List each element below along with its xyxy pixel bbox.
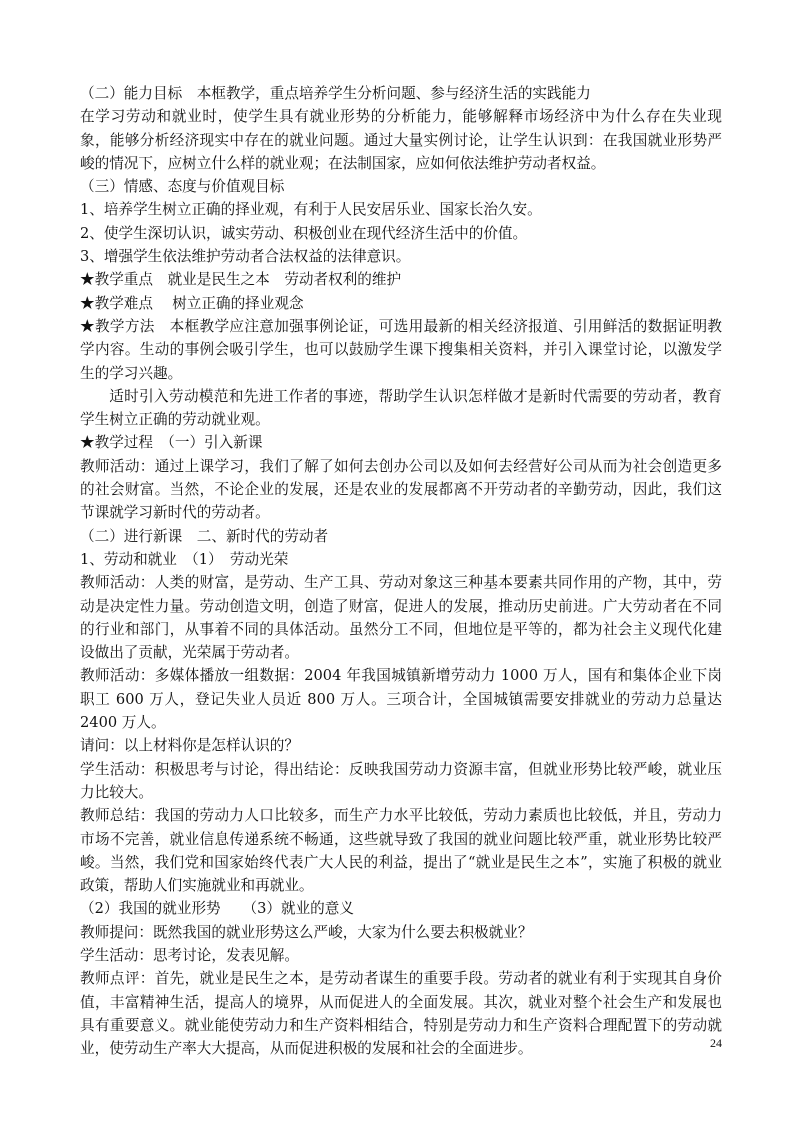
student-activity-response: 学生活动：思考讨论，发表见解。 bbox=[80, 946, 299, 964]
labor-employment-heading: 1、劳动和就业 （1） 劳动光荣 bbox=[80, 550, 289, 568]
teacher-question: 教师提问：既然我国的就业形势这么严峻，大家为什么要去积极就业？ bbox=[80, 923, 533, 941]
ability-goal-heading: （二）能力目标 本框教学，重点培养学生分析问题、参与经济生活的实践能力 bbox=[80, 85, 591, 102]
question-prompt: 请问：以上材料你是怎样认识的？ bbox=[80, 737, 299, 755]
teacher-activity-data: 教师活动：多媒体播放一组数据：2004 年我国城镇新增劳动力 1000 万人，国有和集体企业下岗职工 600 万人，登记失业人员近 800 万人。三项合计，全国城镇需要安排就业的劳动力总量达 2400 万人。 bbox=[80, 667, 722, 732]
teacher-summary: 教师总结：我国的劳动力人口比较多，而生产力水平比较低，劳动力素质也比较低，并且，劳动力市场不完善，就业信息传递系统不畅通，这些就导致了我国的就业问题比较严重，就业形势比较严峻。当然，我们党和国家始终代表广大人民的利益，提出了“就业是民生之本”，实施了积极的就业政策，帮助人们实施就业和再就业。 bbox=[80, 807, 722, 895]
teacher-activity-intro: 教师活动：通过上课学习，我们了解了如何去创办公司以及如何去经营好公司从而为社会创造更多的社会财富。当然，不论企业的发展，还是农业的发展都离不开劳动者的辛勤劳动，因此，我们这节课就学习新时代的劳动者。 bbox=[80, 457, 722, 522]
ability-goal-text: 在学习劳动和就业时，使学生具有就业形势的分析能力，能够解释市场经济中为什么存在失业现象，能够分析经济现实中存在的就业问题。通过大量实例讨论，让学生认识到：在我国就业形势严峻的情况下，应树立什么样的就业观；在法制国家，应如何依法维护劳动者权益。 bbox=[80, 108, 722, 172]
teaching-method: ★教学方法 本框教学应注意加强事例论证，可选用最新的相关经济报道、引用鲜活的数据证明教学内容。生动的事例会吸引学生，也可以鼓励学生课下搜集相关资料，并引入课堂讨论，以激发学生的学习兴趣。 bbox=[80, 317, 722, 382]
new-lesson-heading: （二）进行新课 二、新时代的劳动者 bbox=[80, 527, 329, 545]
emotion-goal-item-2: 2、使学生深切认识，诚实劳动、积极创业在现代经济生活中的价值。 bbox=[80, 224, 528, 242]
teaching-focus: ★教学重点 就业是民生之本 劳动者权利的维护 bbox=[80, 271, 402, 289]
teacher-activity-labor: 教师活动：人类的财富，是劳动、生产工具、劳动对象这三种基本要素共同作用的产物，其中，劳动是决定性力量。劳动创造文明，创造了财富，促进人的发展，推动历史前进。广大劳动者在不同的行业和部门，从事着不同的具体活动。虽然分工不同，但地位是平等的，都为社会主义现代化建设做出了贡献，光荣属于劳动者。 bbox=[80, 574, 722, 662]
teaching-method-note: 适时引入劳动模范和先进工作者的事迹，帮助学生认识怎样做才是新时代需要的劳动者，教育学生树立正确的劳动就业观。 bbox=[80, 387, 722, 429]
teaching-process-heading: ★教学过程 （一）引入新课 bbox=[80, 434, 263, 452]
emotion-goal-item-3: 3、增强学生依法维护劳动者合法权益的法律意识。 bbox=[80, 248, 411, 266]
emotion-goal-item-1: 1、培养学生树立正确的择业观，有利于人民安居乐业、国家长治久安。 bbox=[80, 201, 542, 219]
page-number: 24 bbox=[710, 1036, 722, 1050]
employment-situation-heading: （2）我国的就业形势 （3）就业的意义 bbox=[80, 900, 354, 918]
document-body bbox=[80, 82, 722, 1060]
teacher-comment: 教师点评：首先，就业是民生之本，是劳动者谋生的重要手段。劳动者的就业有利于实现其自身价值，丰富精神生活，提高人的境界，从而促进人的全面发展。其次，就业对整个社会生产和发展也具有重要意义。就业能使劳动力和生产资料相结合，特别是劳动力和生产资料合理配置下的劳动就业，使劳动生产率大大提高，从而促进积极的发展和社会的全面进步。 bbox=[80, 970, 722, 1058]
teaching-difficulty: ★教学难点 树立正确的择业观念 bbox=[80, 294, 304, 312]
emotion-goal-heading: （三）情感、态度与价值观目标 bbox=[80, 178, 285, 196]
student-activity-discussion: 学生活动：积极思考与讨论，得出结论：反映我国劳动力资源丰富，但就业形势比较严峻，就业压力比较大。 bbox=[80, 760, 722, 801]
